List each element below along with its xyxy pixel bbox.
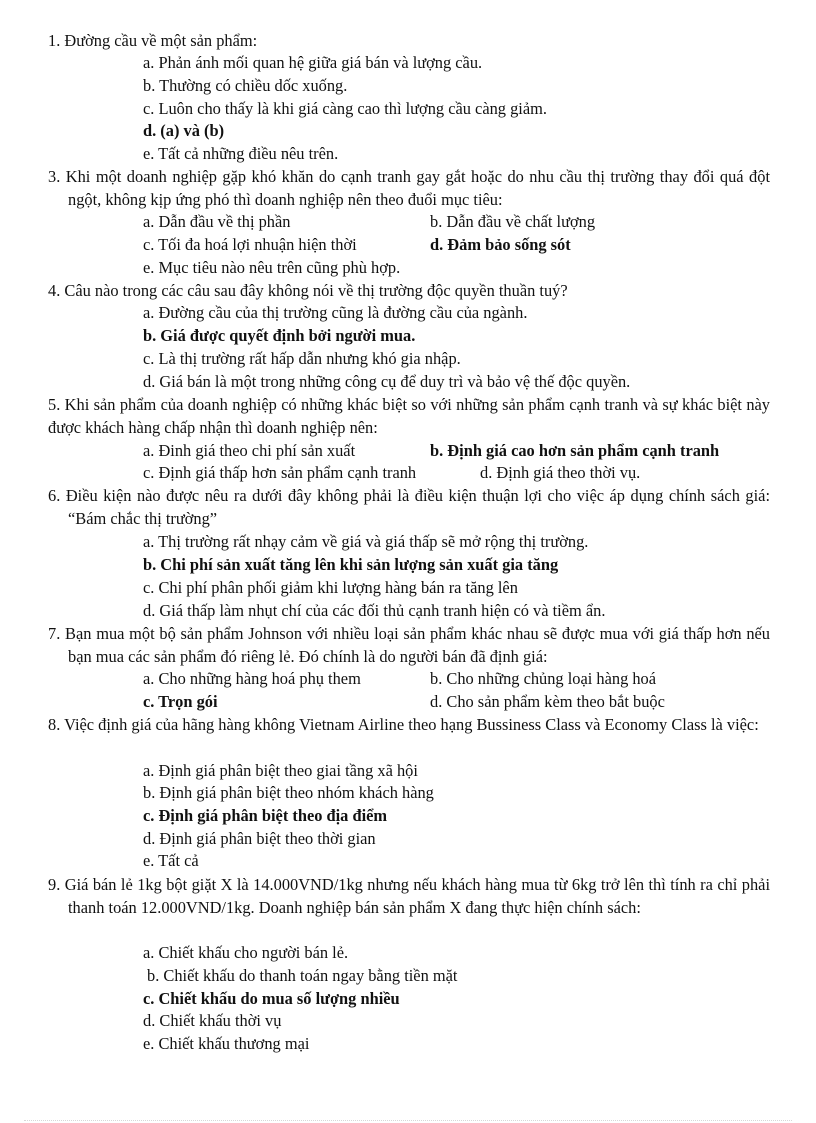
- question-4-option-a: a. Đường cầu của thị trường cũng là đường cầu của ngành.: [143, 303, 528, 322]
- question-8-option-b: b. Định giá phân biệt theo nhóm khách hàng: [143, 783, 434, 802]
- question-7-option-d: d. Cho sản phẩm kèm theo bắt buộc: [430, 692, 665, 711]
- question-7-stem-text: 7. Bạn mua một bộ sản phẩm Johnson với nhiều loại sản phẩm khác nhau sẽ được mua với giá thấp hơn nếu bạn mua các sản phẩm đó riêng lẻ. Đó chính là do người bán đã định giá:: [48, 624, 770, 666]
- question-1-option-c: c. Luôn cho thấy là khi giá càng cao thì lượng cầu càng giảm.: [143, 99, 547, 118]
- question-6-stem-text: 6. Điều kiện nào được nêu ra dưới đây không phải là điều kiện thuận lợi cho việc áp dụng chính sách giá: “Bám chắc thị trường”: [48, 486, 770, 528]
- question-5-option-a: a. Đinh giá theo chi phí sản xuất: [143, 441, 356, 460]
- question-3-option-c: c. Tối đa hoá lợi nhuận hiện thời: [143, 235, 357, 254]
- question-5-option-c: c. Định giá thấp hơn sản phẩm cạnh tranh: [143, 463, 417, 482]
- question-8-option-e: e. Tất cả: [143, 851, 199, 870]
- page-bottom-divider: [24, 1120, 792, 1121]
- question-6-option-d: d. Giá thấp làm nhụt chí của các đối thủ cạnh tranh hiện có và tiềm ẩn.: [143, 601, 606, 620]
- question-5-stem: 5. Khi sản phẩm của doanh nghiệp có những khác biệt so với những sản phẩm cạnh tranh và sự khác biệt này được khách hàng chấp nhận thì doanh nghiệp nên:: [48, 395, 770, 437]
- question-1-stem: 1. Đường cầu về một sản phẩm:: [48, 31, 258, 50]
- question-3-stem-text: 3. Khi một doanh nghiệp gặp khó khăn do cạnh tranh gay gắt hoặc do nhu cầu thị trường thay đổi quá đột ngột, không kịp ứng phó thì doanh nghiệp nên theo đuổi mục tiêu:: [48, 167, 770, 209]
- question-7-option-c-answer: c. Trọn gói: [143, 692, 218, 711]
- question-8-option-a: a. Định giá phân biệt theo giai tầng xã hội: [143, 761, 418, 780]
- question-1-option-b: b. Thường có chiều dốc xuống.: [143, 76, 348, 95]
- question-1-option-d-answer: d. (a) và (b): [143, 121, 225, 140]
- question-4-option-c: c. Là thị trường rất hấp dẫn nhưng khó gia nhập.: [143, 349, 461, 368]
- question-8-option-c-answer: c. Định giá phân biệt theo địa điểm: [143, 806, 388, 825]
- question-7-stem: [48, 623, 770, 668]
- question-3-option-b: b. Dẫn đầu về chất lượng: [430, 212, 596, 231]
- question-8-stem: [48, 714, 770, 737]
- question-8-stem-text: 8. Việc định giá của hãng hàng không Vietnam Airline theo hạng Bussiness Class và Economy Class là việc:: [48, 715, 759, 734]
- question-9-option-d: d. Chiết khấu thời vụ: [143, 1011, 282, 1030]
- question-9-option-c-answer: c. Chiết khấu do mua số lượng nhiều: [143, 989, 400, 1008]
- question-7-option-b: b. Cho những chủng loại hàng hoá: [430, 669, 657, 688]
- question-7-option-a: a. Cho những hàng hoá phụ them: [143, 669, 361, 688]
- question-9-stem-text: 9. Giá bán lẻ 1kg bột giặt X là 14.000VND/1kg nhưng nếu khách hàng mua từ 6kg trở lên thì tính ra chỉ phải thanh toán 12.000VND/1kg. Doanh nghiệp bán sản phẩm X đang thực hiện chính sách:: [48, 875, 770, 917]
- question-1-option-a: a. Phản ánh mối quan hệ giữa giá bán và lượng cầu.: [143, 53, 483, 72]
- question-9-option-a: a. Chiết khấu cho người bán lẻ.: [143, 943, 349, 962]
- question-6-stem: [48, 485, 770, 530]
- question-1-option-e: e. Tất cả những điều nêu trên.: [143, 144, 339, 163]
- question-6-option-b-answer: b. Chi phí sản xuất tăng lên khi sản lượng sản xuất gia tăng: [143, 555, 559, 574]
- question-3-option-e: e. Mục tiêu nào nêu trên cũng phù hợp.: [143, 258, 401, 277]
- question-5-option-b-answer: b. Định giá cao hơn sản phẩm cạnh tranh: [430, 441, 720, 460]
- question-3-stem: [48, 166, 770, 211]
- question-6-option-a: a. Thị trường rất nhạy cảm về giá và giá thấp sẽ mở rộng thị trường.: [143, 532, 589, 551]
- question-9-stem: [48, 874, 770, 919]
- question-8-option-d: d. Định giá phân biệt theo thời gian: [143, 829, 376, 848]
- question-4-option-d: d. Giá bán là một trong những công cụ để duy trì và bảo vệ thế độc quyền.: [143, 372, 631, 391]
- question-4-stem: 4. Câu nào trong các câu sau đây không nói về thị trường độc quyền thuần tuý?: [48, 281, 568, 300]
- question-3-option-a: a. Dẫn đầu về thị phần: [143, 212, 291, 231]
- question-9-option-e: e. Chiết khấu thương mại: [143, 1034, 310, 1053]
- question-6-option-c: c. Chi phí phân phối giảm khi lượng hàng bán ra tăng lên: [143, 578, 518, 597]
- question-9-option-b: b. Chiết khấu do thanh toán ngay bằng tiền mặt: [147, 966, 458, 985]
- question-5-option-d: d. Định giá theo thời vụ.: [480, 463, 641, 482]
- question-3-option-d-answer: d. Đảm bảo sống sót: [430, 235, 571, 254]
- question-4-option-b-answer: b. Giá được quyết định bởi người mua.: [143, 326, 416, 345]
